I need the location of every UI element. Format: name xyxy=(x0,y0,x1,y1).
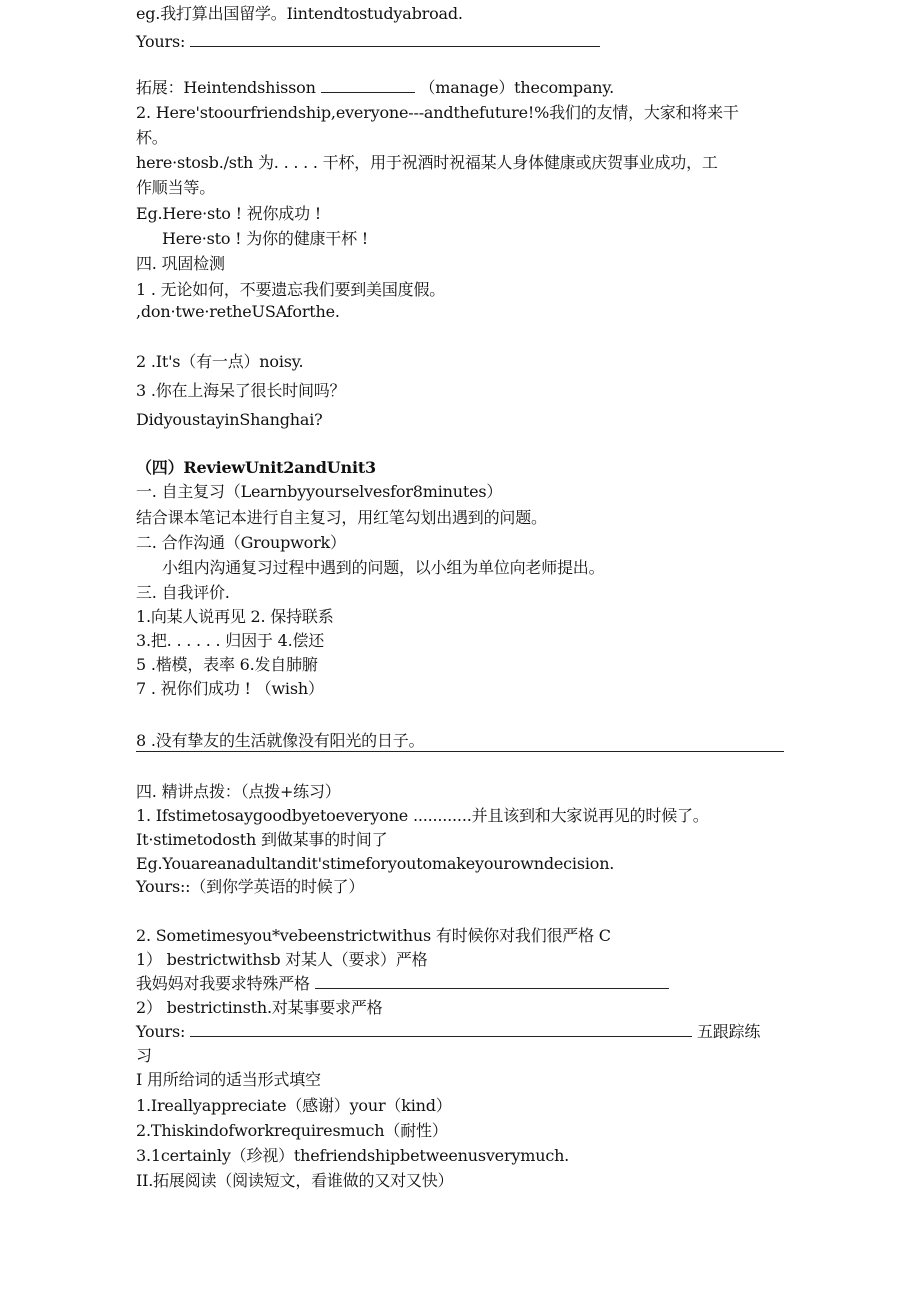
reading-heading: II.拓展阅读（阅读短文，看谁做的又对又快） xyxy=(136,1171,454,1190)
exercise-1: 1 . 无论如何，不要遗忘我们要到美国度假。 xyxy=(136,280,446,299)
key-points-heading: 四. 精讲点拨：（点拨+练习） xyxy=(136,782,341,801)
answer-blank[interactable] xyxy=(190,32,600,47)
item-2-toast-cont: 杯。 xyxy=(136,128,168,147)
fill-in-heading: I 用所给词的适当形式填空 xyxy=(136,1070,321,1089)
heres-to-explanation-cont: 作顺当等。 xyxy=(136,178,216,197)
extension-line xyxy=(136,78,614,98)
key-point-2-sub-1: 1） bestrictwithsb 对某人（要求）严格 xyxy=(136,950,428,969)
self-review-text: 结合课本笔记本进行自主复习，用红笔勾划出遇到的问题。 xyxy=(136,508,547,527)
example-1: Eg.Here·sto ! 祝你成功 ! xyxy=(136,204,322,223)
key-point-1-example: Eg.Youareanadultandit'stimeforyoutomakeyourowndecision. xyxy=(136,854,615,873)
key-point-1: 1. Ifstimetosaygoodbyetoeveryone ............并且该到和大家说再见的时候了。 xyxy=(136,806,709,825)
heres-to-explanation: here·stosb./sth 为. . . . . 干杯，用于祝酒时祝福某人身体健康或庆贺事业成功，工 xyxy=(136,153,718,172)
follow-up-heading: 五跟踪练 xyxy=(696,1022,761,1041)
assessment-item-1: 1.向某人说再见 2. 保持联系 xyxy=(136,607,334,626)
exercise-1-answer: ,don·twe·retheUSAforthe. xyxy=(136,302,340,321)
exercise-3: 3 .你在上海呆了很长时间吗？ xyxy=(136,381,346,400)
group-work-heading: 二. 合作沟通（Groupwork） xyxy=(136,533,346,552)
exercise-3-answer: DidyoustayinShanghai? xyxy=(136,410,323,429)
assessment-item-7: 7 . 祝你们成功 ! （wish） xyxy=(136,679,324,698)
section-heading: 四. 巩固检测 xyxy=(136,254,225,273)
key-point-2-exercise xyxy=(136,974,669,994)
fill-in-3: 3.1certainly（珍视）thefriendshipbetweenusverymuch. xyxy=(136,1146,570,1165)
answer-rule xyxy=(136,751,784,752)
review-heading: （四）ReviewUnit2andUnit3 xyxy=(136,458,376,477)
follow-up-heading-cont: 习 xyxy=(136,1046,152,1065)
fill-in-1: 1.Ireallyappreciate（感谢）your（kind） xyxy=(136,1096,452,1115)
item-2-toast: 2. Here'stoourfriendship,everyone---andthefuture!%我们的友情，大家和将来干 xyxy=(136,103,739,122)
yours-answer-line xyxy=(136,32,600,52)
key-point-2: 2. Sometimesyou*vebeenstrictwithus 有时候你对我们很严格 C xyxy=(136,926,611,945)
self-review-heading: 一. 自主复习（Learnbyyourselvesfor8minutes） xyxy=(136,482,503,501)
yours-label: Yours: xyxy=(136,32,186,51)
yours-label: Yours: xyxy=(136,1022,186,1041)
assessment-item-3: 3.把. . . . . . 归因于 4.偿还 xyxy=(136,631,325,650)
key-point-2-exercise-text: 我妈妈对我要求特殊严格 xyxy=(136,974,310,993)
assessment-item-8: 8 .没有挚友的生活就像没有阳光的日子。 xyxy=(136,731,425,750)
exercise-2: 2 .It's（有一点）noisy. xyxy=(136,352,304,371)
assessment-item-5: 5 .楷模，表率 6.发自肺腑 xyxy=(136,655,318,674)
fill-blank[interactable] xyxy=(321,78,415,93)
fill-in-2: 2.Thiskindofworkrequiresmuch（耐性） xyxy=(136,1121,448,1140)
key-point-2-sub-2: 2） bestrictinsth.对某事要求严格 xyxy=(136,998,383,1017)
answer-blank[interactable] xyxy=(190,1022,692,1037)
answer-blank[interactable] xyxy=(315,974,669,989)
extension-text: 拓展：Heintendshisson xyxy=(136,78,316,97)
extension-text-end: （manage）thecompany. xyxy=(419,78,614,97)
group-work-text: 小组内沟通复习过程中遇到的问题，以小组为单位向老师提出。 xyxy=(162,558,605,577)
yours-answer-line-2 xyxy=(136,1022,760,1042)
key-point-1-yours: Yours::（到你学英语的时候了） xyxy=(136,877,365,896)
self-assessment-heading: 三. 自我评价. xyxy=(136,583,230,602)
example-sentence: eg.我打算出国留学。Iintendtostudyabroad. xyxy=(136,4,463,23)
example-2: Here·sto ! 为你的健康干杯 ! xyxy=(162,229,369,248)
key-point-1-pattern: It·stimetodosth 到做某事的时间了 xyxy=(136,830,388,849)
